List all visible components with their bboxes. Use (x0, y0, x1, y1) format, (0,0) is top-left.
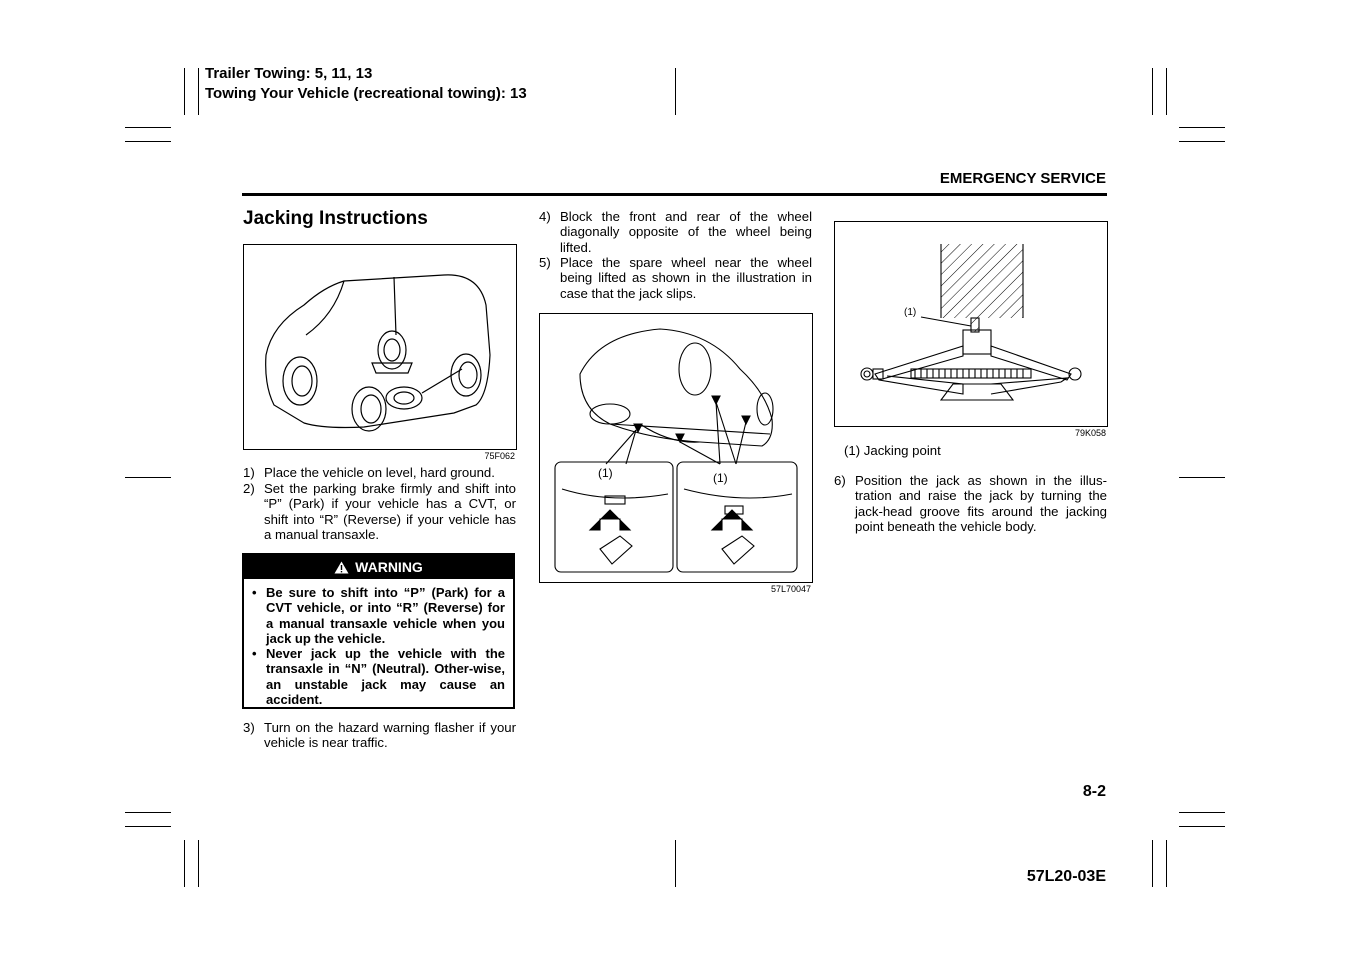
jack-illustration (835, 222, 1107, 426)
warning-triangle-icon (334, 561, 349, 574)
step-3 (243, 720, 516, 751)
header-rule (242, 193, 1107, 196)
step-number: 3) (243, 720, 255, 735)
step-1 (243, 465, 516, 480)
jack-points-illustration (540, 314, 812, 582)
step-text: Block the front and rear of the wheel diagonally opposite of the wheel being lifted. (560, 209, 812, 255)
warning-box (242, 553, 515, 709)
figure-caption: (1) Jacking point (844, 443, 941, 458)
jacking-point-callout: (1) (904, 307, 917, 318)
vehicle-illustration (244, 245, 516, 449)
step-2 (243, 481, 516, 542)
step-text: Position the jack as shown in the illus-tration and raise the jack by turning the jack-head groove fits around the jacking point beneath the vehicle body. (855, 473, 1107, 534)
callout-right: (1) (713, 471, 728, 485)
step-number: 2) (243, 481, 255, 496)
jack-figure (834, 221, 1108, 427)
step-number: 4) (539, 209, 551, 224)
step-6 (834, 473, 1107, 534)
step-number: 5) (539, 255, 551, 270)
jack-points-figure (539, 313, 813, 583)
warning-item: • Be sure to shift into “P” (Park) for a CVT vehicle, or into “R” (Reverse) for a manual transaxle vehicle when you jack up the vehicle. (252, 585, 505, 646)
step-number: 6) (834, 473, 846, 488)
warning-header (244, 555, 513, 579)
section-title: EMERGENCY SERVICE (939, 170, 1106, 187)
header-ref-line-2: Towing Your Vehicle (recreational towing): 13 (205, 85, 527, 102)
page-title: Jacking Instructions (243, 208, 428, 229)
warning-item: • Never jack up the vehicle with the transaxle in “N” (Neutral). Other-wise, an unstable jack may cause an accident. (252, 646, 505, 707)
header-ref-line-1: Trailer Towing: 5, 11, 13 (205, 65, 373, 82)
vehicle-figure-code: 75F062 (484, 451, 515, 461)
document-code: 57L20-03E (1026, 868, 1106, 885)
header-references (205, 64, 527, 104)
step-text: Place the spare wheel near the wheel being lifted as shown in the illustration in case that the jack slips. (560, 255, 812, 301)
step-text: Set the parking brake firmly and shift into “P” (Park) if your vehicle has a CVT, or shift into “R” (Reverse) if your vehicle has a manual transaxle. (264, 481, 516, 542)
step-5 (539, 255, 812, 301)
vehicle-figure (243, 244, 517, 450)
step-text: Place the vehicle on level, hard ground. (264, 465, 495, 480)
step-number: 1) (243, 465, 255, 480)
callout-left: (1) (598, 466, 613, 480)
warning-list (252, 585, 505, 707)
warning-title: WARNING (355, 559, 423, 575)
step-4 (539, 209, 812, 255)
jack-points-figure-code: 57L70047 (770, 584, 811, 594)
jack-figure-code: 79K058 (1074, 428, 1106, 438)
step-text: Turn on the hazard warning flasher if your vehicle is near traffic. (264, 720, 516, 751)
page-number: 8-2 (1082, 783, 1106, 800)
